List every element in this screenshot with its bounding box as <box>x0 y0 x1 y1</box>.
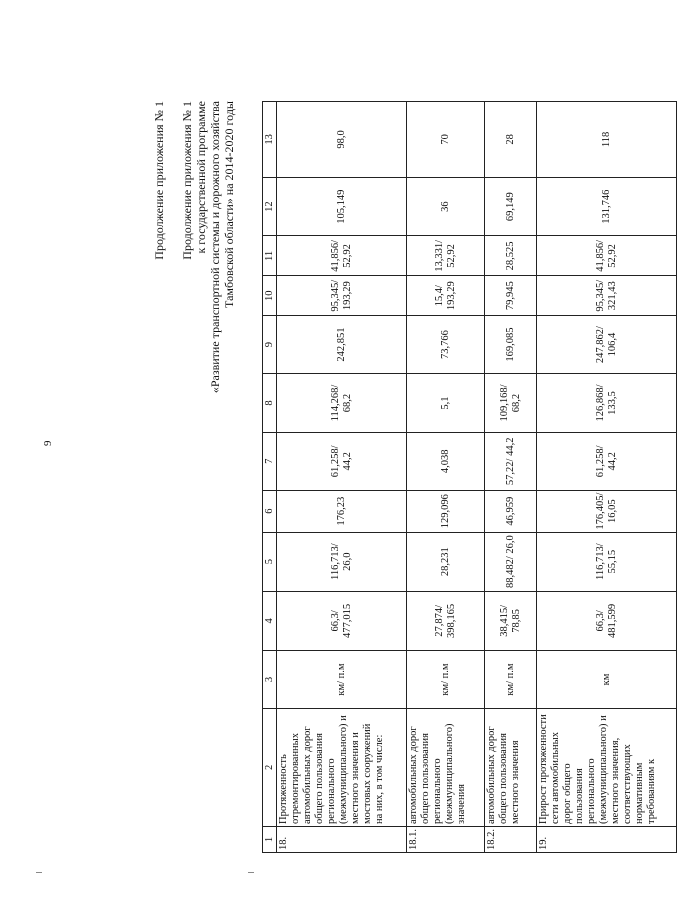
page-number: 9 <box>42 440 54 446</box>
column-header: 11 <box>263 236 277 276</box>
value-cell: 41,856/ 52,92 <box>277 236 407 276</box>
value-cell: 169,085 <box>485 316 537 374</box>
value-cell: 73,766 <box>407 316 485 374</box>
value-cell: 61,258/ 44,2 <box>277 432 407 490</box>
indicator-name: Протяженность отремонтированных автомобильных дорог общего пользования регионального (межмуниципального) и местного значения и мостовых сооружений на них, в том числе: <box>277 708 407 826</box>
value-cell: 247,862/ 106,4 <box>537 316 677 374</box>
column-header: 1 <box>263 827 277 853</box>
unit-cell: км/ п.м <box>485 651 537 709</box>
program-reference-line: Тамбовской области» на 2014-2020 годы <box>222 101 236 308</box>
table-row <box>485 102 537 853</box>
program-reference-line: Продолжение приложения № 1 <box>180 101 194 260</box>
value-cell: 70 <box>407 102 485 178</box>
value-cell: 66,3/ 477,015 <box>277 591 407 651</box>
table-row <box>407 102 485 853</box>
column-header: 13 <box>263 102 277 178</box>
value-cell: 5,1 <box>407 374 485 433</box>
table-row <box>537 102 677 853</box>
value-cell: 109,168/ 68,2 <box>485 374 537 433</box>
column-header: 4 <box>263 591 277 651</box>
value-cell: 126,868/ 133,5 <box>537 374 677 433</box>
scan-mark <box>248 872 254 873</box>
column-header: 12 <box>263 177 277 236</box>
value-cell: 105,149 <box>277 177 407 236</box>
value-cell: 176,405/ 16,05 <box>537 490 677 532</box>
value-cell: 15,4/ 193,29 <box>407 276 485 316</box>
value-cell: 131,746 <box>537 177 677 236</box>
column-header: 3 <box>263 651 277 709</box>
value-cell: 27,874/ 398,165 <box>407 591 485 651</box>
document-header <box>152 101 246 853</box>
value-cell: 28,525 <box>485 236 537 276</box>
program-reference-line: к государственной программе <box>194 101 208 254</box>
value-cell: 13,331/ 52,92 <box>407 236 485 276</box>
continuation-label: Продолжение приложения № 1 <box>152 101 166 260</box>
header-row <box>263 102 277 853</box>
value-cell: 116,713/ 26,0 <box>277 532 407 591</box>
row-number: 18.2. <box>485 827 537 853</box>
value-cell: 176,23 <box>277 490 407 532</box>
value-cell: 88,482/ 26,0 <box>485 532 537 591</box>
value-cell: 57,22/ 44,2 <box>485 432 537 490</box>
column-header: 2 <box>263 708 277 826</box>
row-number: 18.1. <box>407 827 485 853</box>
value-cell: 28 <box>485 102 537 178</box>
value-cell: 61,258/ 44,2 <box>537 432 677 490</box>
indicators-table <box>262 101 677 853</box>
rotated-page <box>152 101 657 853</box>
value-cell: 46,959 <box>485 490 537 532</box>
indicator-name: автомобильных дорог общего пользования регионального (межмуниципального) значения <box>407 708 485 826</box>
value-cell: 69,149 <box>485 177 537 236</box>
indicator-name: автомобильных дорог общего пользования местного значения <box>485 708 537 826</box>
unit-cell: км <box>537 651 677 709</box>
unit-cell: км/ п.м <box>407 651 485 709</box>
scan-mark <box>36 872 42 873</box>
value-cell: 98,0 <box>277 102 407 178</box>
value-cell: 79,945 <box>485 276 537 316</box>
value-cell: 95,345/ 193,29 <box>277 276 407 316</box>
column-header: 8 <box>263 374 277 433</box>
value-cell: 38,415/ 78,85 <box>485 591 537 651</box>
value-cell: 118 <box>537 102 677 178</box>
row-number: 18. <box>277 827 407 853</box>
value-cell: 36 <box>407 177 485 236</box>
column-header: 9 <box>263 316 277 374</box>
value-cell: 129,096 <box>407 490 485 532</box>
value-cell: 28,231 <box>407 532 485 591</box>
value-cell: 4,038 <box>407 432 485 490</box>
value-cell: 66,3/ 481,599 <box>537 591 677 651</box>
indicator-name: Прирост протяженности сети автомобильных дорог общего пользования регионального (межмуниципального) и местного значения, соответствующих нормативным требованиям к <box>537 708 677 826</box>
column-header: 6 <box>263 490 277 532</box>
value-cell: 95,345/ 321,43 <box>537 276 677 316</box>
value-cell: 41,856/ 52,92 <box>537 236 677 276</box>
program-reference <box>180 101 236 393</box>
row-number: 19. <box>537 827 677 853</box>
column-header: 10 <box>263 276 277 316</box>
value-cell: 116,713/ 55,15 <box>537 532 677 591</box>
value-cell: 114,268/ 68,2 <box>277 374 407 433</box>
value-cell: 242,851 <box>277 316 407 374</box>
column-header: 7 <box>263 432 277 490</box>
column-header: 5 <box>263 532 277 591</box>
program-reference-line: «Развитие транспортной системы и дорожного хозяйства <box>208 101 222 394</box>
table-row <box>277 102 407 853</box>
unit-cell: км/ п.м <box>277 651 407 709</box>
